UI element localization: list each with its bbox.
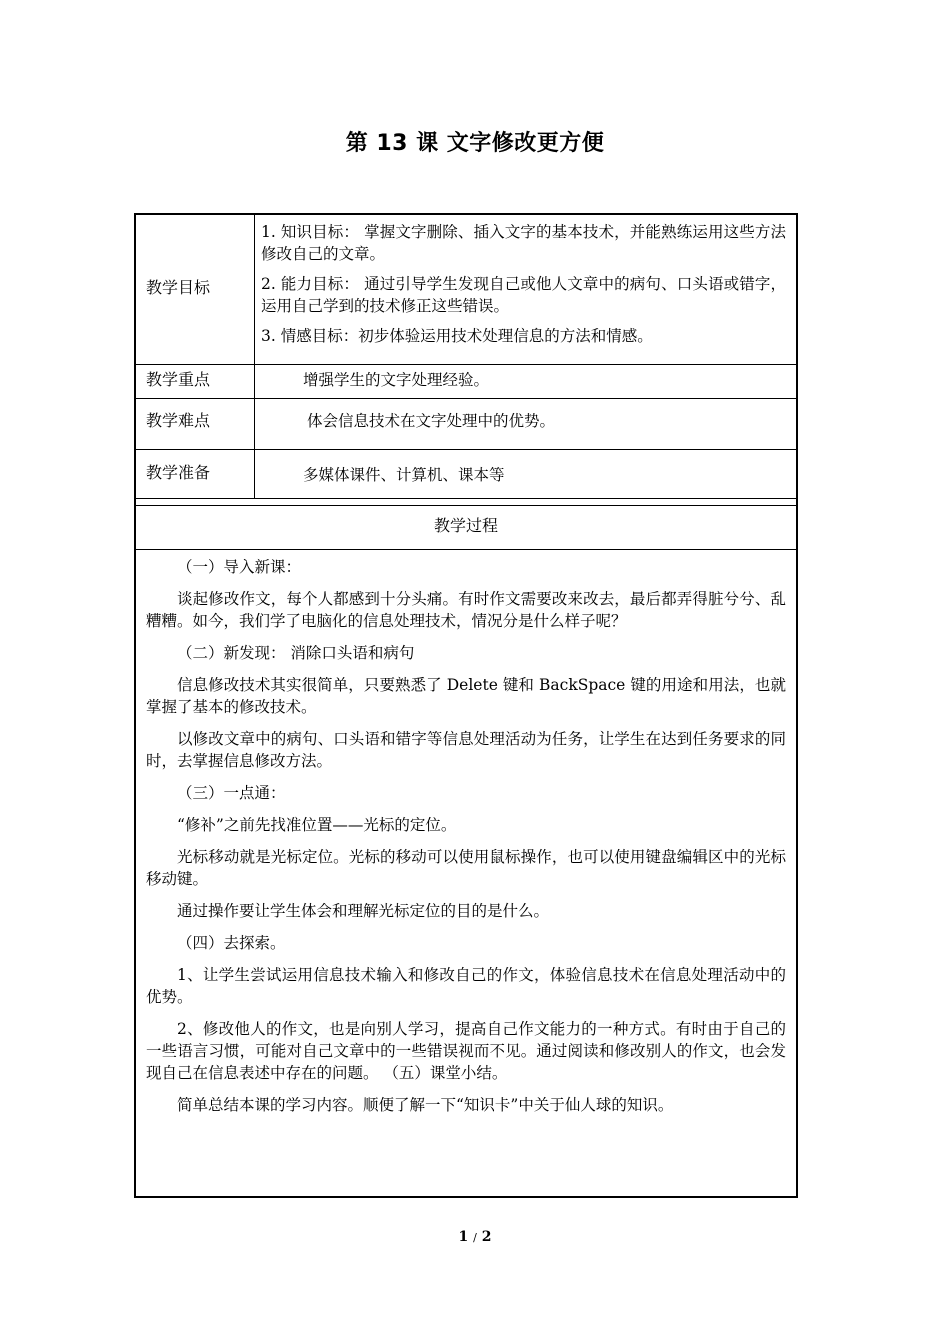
row-divider xyxy=(136,364,796,365)
page-number xyxy=(0,1229,950,1245)
process-paragraph: 信息修改技术其实很简单，只要熟悉了 Delete 键和 BackSpace 键的用途和用法，也就掌握了基本的修改技术。 xyxy=(146,676,786,716)
objective-ability: 2. 能力目标： 通过引导学生发现自己或他人文章中的病句、口头语或错字，运用自己学到的技术修正这些错误。 xyxy=(261,275,786,315)
process-content xyxy=(146,556,786,1126)
row-label-difficulties: 教学难点 xyxy=(146,411,211,430)
row-divider xyxy=(136,498,796,499)
row-label-key-points: 教学重点 xyxy=(146,370,211,389)
row-divider xyxy=(136,549,796,550)
key-points-text: 增强学生的文字处理经验。 xyxy=(303,371,490,389)
process-paragraph: 光标移动就是光标定位。光标的移动可以使用鼠标操作，也可以使用键盘编辑区中的光标移动键。 xyxy=(146,848,786,888)
page-title: 第 13 课 文字修改更方便 xyxy=(345,131,605,156)
process-paragraph: （三）一点通： xyxy=(177,784,286,802)
objective-knowledge: 1. 知识目标： 掌握文字删除、插入文字的基本技术，并能熟练运用这些方法修改自己的文章。 xyxy=(261,223,786,263)
difficulties-text: 体会信息技术在文字处理中的优势。 xyxy=(307,412,556,430)
column-divider xyxy=(254,215,255,498)
current-page: 1 xyxy=(458,1229,469,1245)
process-paragraph: 简单总结本课的学习内容。顺便了解一下“知识卡”中关于仙人球的知识。 xyxy=(177,1096,674,1114)
objective-emotion: 3. 情感目标：初步体验运用技术处理信息的方法和情感。 xyxy=(261,327,653,345)
row-divider xyxy=(136,505,796,506)
process-paragraph: （二）新发现： 消除口头语和病句 xyxy=(177,644,415,662)
process-paragraph: 2、修改他人的作文，也是向别人学习，提高自己作文能力的一种方式。有时由于自己的一些语言习惯，可能对自己文章中的一些错误视而不见。通过阅读和修改别人的作文，也会发现自己在信息表述中存在的问题。 （五）课堂小结。 xyxy=(146,1020,786,1082)
process-paragraph: 以修改文章中的病句、口头语和错字等信息处理活动为任务，让学生在达到任务要求的同时，去掌握信息修改方法。 xyxy=(146,730,786,770)
process-paragraph: “修补”之前先找准位置——光标的定位。 xyxy=(177,816,457,834)
process-header: 教学过程 xyxy=(433,516,498,535)
process-paragraph: 通过操作要让学生体会和理解光标定位的目的是什么。 xyxy=(177,902,550,920)
process-paragraph: （一）导入新课： xyxy=(177,558,302,576)
process-paragraph: （四）去探索。 xyxy=(177,934,286,952)
objectives-cell xyxy=(261,221,786,355)
page-separator: / xyxy=(473,1231,477,1244)
row-divider xyxy=(136,449,796,450)
lesson-plan-table xyxy=(134,213,798,1198)
total-pages: 2 xyxy=(481,1229,492,1245)
row-label-preparation: 教学准备 xyxy=(146,463,211,482)
preparation-text: 多媒体课件、计算机、课本等 xyxy=(303,466,505,484)
process-paragraph: 谈起修改作文，每个人都感到十分头痛。有时作文需要改来改去，最后都弄得脏兮兮、乱糟糟。如今，我们学了电脑化的信息处理技术，情况分是什么样子呢？ xyxy=(146,590,786,630)
row-divider xyxy=(136,398,796,399)
process-paragraph: 1、让学生尝试运用信息技术输入和修改自己的作文，体验信息技术在信息处理活动中的优势。 xyxy=(146,966,786,1006)
row-label-objectives: 教学目标 xyxy=(146,278,211,297)
